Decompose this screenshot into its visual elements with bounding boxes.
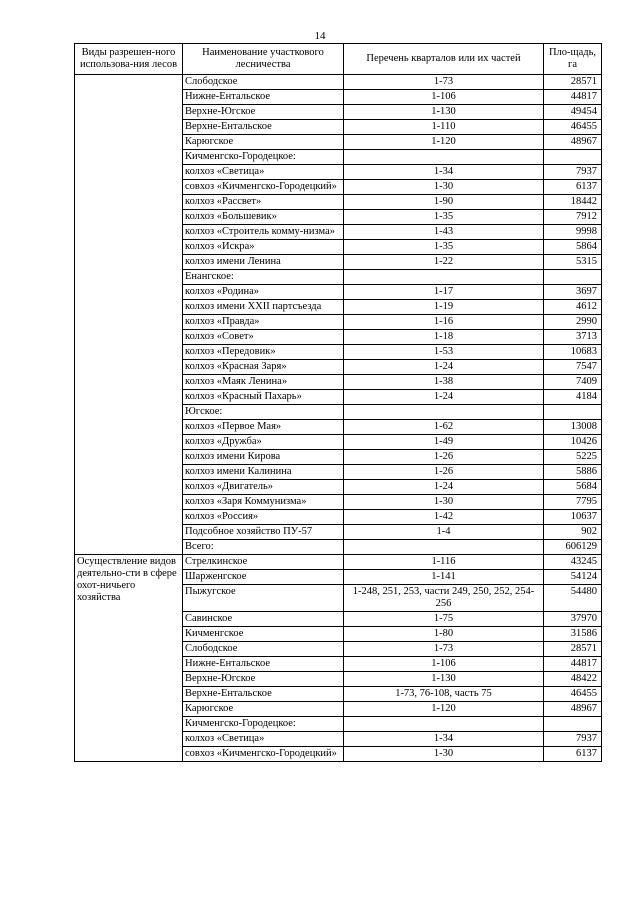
header-row [75, 44, 602, 75]
area-cell: 10683 [544, 345, 602, 360]
quarters-cell: 1-19 [344, 300, 544, 315]
area-cell: 5886 [544, 465, 602, 480]
area-cell: 902 [544, 525, 602, 540]
forestry-name-cell: колхоз «Большевик» [183, 210, 344, 225]
quarters-cell: 1-106 [344, 90, 544, 105]
forestry-name-cell: колхоз «Строитель комму-низма» [183, 225, 344, 240]
area-cell: 48967 [544, 135, 602, 150]
quarters-cell: 1-43 [344, 225, 544, 240]
quarters-cell [344, 717, 544, 732]
quarters-cell: 1-42 [344, 510, 544, 525]
forestry-name-cell: колхоз имени Калинина [183, 465, 344, 480]
quarters-cell: 1-120 [344, 702, 544, 717]
use-type-cell: Осуществление видов деятельно-сти в сфере охот-ничьего хозяйства [75, 555, 183, 762]
quarters-cell: 1-130 [344, 672, 544, 687]
forestry-name-cell: колхоз «Искра» [183, 240, 344, 255]
quarters-cell: 1-24 [344, 390, 544, 405]
quarters-cell: 1-110 [344, 120, 544, 135]
forestry-name-cell: колхоз «Первое Мая» [183, 420, 344, 435]
forestry-name-cell: Кичменгско-Городецкое: [183, 150, 344, 165]
quarters-cell: 1-35 [344, 210, 544, 225]
quarters-cell: 1-18 [344, 330, 544, 345]
area-cell: 7912 [544, 210, 602, 225]
forestry-name-cell: Стрелкинское [183, 555, 344, 570]
forestry-name-cell: колхоз «Рассвет» [183, 195, 344, 210]
area-cell: 7547 [544, 360, 602, 375]
area-cell: 7795 [544, 495, 602, 510]
forestry-name-cell: Слободское [183, 642, 344, 657]
quarters-cell [344, 405, 544, 420]
forestry-name-cell: колхоз «Правда» [183, 315, 344, 330]
area-cell: 2990 [544, 315, 602, 330]
quarters-cell: 1-24 [344, 480, 544, 495]
quarters-cell: 1-26 [344, 465, 544, 480]
quarters-cell: 1-73 [344, 75, 544, 90]
quarters-cell: 1-116 [344, 555, 544, 570]
quarters-cell: 1-30 [344, 747, 544, 762]
quarters-cell: 1-34 [344, 165, 544, 180]
forestry-name-cell: Верхне-Югское [183, 672, 344, 687]
area-cell: 6137 [544, 747, 602, 762]
area-cell: 31586 [544, 627, 602, 642]
area-cell [544, 150, 602, 165]
area-cell: 10637 [544, 510, 602, 525]
quarters-cell: 1-90 [344, 195, 544, 210]
forestry-name-cell: колхоз «Заря Коммунизма» [183, 495, 344, 510]
area-cell: 7409 [544, 375, 602, 390]
forestry-name-cell: колхоз «Красная Заря» [183, 360, 344, 375]
quarters-cell: 1-53 [344, 345, 544, 360]
area-cell: 13008 [544, 420, 602, 435]
area-cell: 48967 [544, 702, 602, 717]
forestry-name-cell: колхоз имени Кирова [183, 450, 344, 465]
area-cell: 44817 [544, 90, 602, 105]
area-cell: 54480 [544, 585, 602, 612]
area-cell: 10426 [544, 435, 602, 450]
area-cell: 48422 [544, 672, 602, 687]
quarters-cell: 1-35 [344, 240, 544, 255]
forestry-name-cell: колхоз «Дружба» [183, 435, 344, 450]
area-cell: 18442 [544, 195, 602, 210]
area-cell: 9998 [544, 225, 602, 240]
area-cell: 5225 [544, 450, 602, 465]
table-body [75, 75, 602, 762]
forestry-name-cell: Савинское [183, 612, 344, 627]
area-cell: 3713 [544, 330, 602, 345]
header-forestry-name: Наименование участкового лесничества [183, 44, 344, 75]
table-row [75, 75, 602, 90]
forestry-name-cell: Шарженгское [183, 570, 344, 585]
area-cell: 606129 [544, 540, 602, 555]
area-cell: 6137 [544, 180, 602, 195]
quarters-cell: 1-16 [344, 315, 544, 330]
area-cell: 28571 [544, 642, 602, 657]
quarters-cell [344, 270, 544, 285]
header-area: Пло-щадь, га [544, 44, 602, 75]
quarters-cell: 1-34 [344, 732, 544, 747]
area-cell: 46455 [544, 120, 602, 135]
forestry-name-cell: Верхне-Ентальское [183, 687, 344, 702]
forestry-name-cell: колхоз «Светица» [183, 732, 344, 747]
header-use-type: Виды разрешен-ного использова-ния лесов [75, 44, 183, 75]
page-number: 14 [314, 30, 326, 42]
forestry-name-cell: Югское: [183, 405, 344, 420]
quarters-cell [344, 540, 544, 555]
forestry-name-cell: колхоз «Родина» [183, 285, 344, 300]
forestry-name-cell: Нижне-Ентальское [183, 90, 344, 105]
quarters-cell: 1-248, 251, 253, части 249, 250, 252, 254-256 [344, 585, 544, 612]
forestry-name-cell: совхоз «Кичменгско-Городецкий» [183, 180, 344, 195]
header-quarters: Перечень кварталов или их частей [344, 44, 544, 75]
quarters-cell: 1-75 [344, 612, 544, 627]
quarters-cell: 1-17 [344, 285, 544, 300]
area-cell: 28571 [544, 75, 602, 90]
forestry-name-cell: Карюгское [183, 135, 344, 150]
forestry-name-cell: Енангское: [183, 270, 344, 285]
forestry-name-cell: колхоз «Светица» [183, 165, 344, 180]
quarters-cell: 1-130 [344, 105, 544, 120]
area-cell: 4612 [544, 300, 602, 315]
area-cell: 37970 [544, 612, 602, 627]
area-cell [544, 270, 602, 285]
area-cell: 5684 [544, 480, 602, 495]
forestry-name-cell: Карюгское [183, 702, 344, 717]
quarters-cell: 1-73, 76-108, часть 75 [344, 687, 544, 702]
use-type-cell [75, 75, 183, 555]
forestry-name-cell: совхоз «Кичменгско-Городецкий» [183, 747, 344, 762]
quarters-cell: 1-73 [344, 642, 544, 657]
forest-areas-table [74, 43, 602, 762]
area-cell [544, 717, 602, 732]
area-cell: 4184 [544, 390, 602, 405]
forestry-name-cell: Кичменгско-Городецкое: [183, 717, 344, 732]
quarters-cell: 1-106 [344, 657, 544, 672]
area-cell: 44817 [544, 657, 602, 672]
forestry-name-cell: Верхне-Ентальское [183, 120, 344, 135]
forestry-name-cell: колхоз имени Ленина [183, 255, 344, 270]
quarters-cell: 1-4 [344, 525, 544, 540]
forestry-name-cell: Слободское [183, 75, 344, 90]
forestry-name-cell: Верхне-Югское [183, 105, 344, 120]
quarters-cell: 1-38 [344, 375, 544, 390]
forestry-name-cell: Нижне-Ентальское [183, 657, 344, 672]
forestry-name-cell: Пыжугское [183, 585, 344, 612]
area-cell: 3697 [544, 285, 602, 300]
quarters-cell: 1-26 [344, 450, 544, 465]
area-cell: 7937 [544, 732, 602, 747]
area-cell: 46455 [544, 687, 602, 702]
forestry-name-cell: колхоз «Передовик» [183, 345, 344, 360]
forestry-name-cell: Кичменгское [183, 627, 344, 642]
area-cell: 5864 [544, 240, 602, 255]
forestry-name-cell: колхоз «Совет» [183, 330, 344, 345]
forestry-name-cell: колхоз «Россия» [183, 510, 344, 525]
forestry-name-cell: Всего: [183, 540, 344, 555]
quarters-cell: 1-120 [344, 135, 544, 150]
forestry-name-cell: колхоз «Маяк Ленина» [183, 375, 344, 390]
area-cell: 49454 [544, 105, 602, 120]
area-cell [544, 405, 602, 420]
quarters-cell: 1-22 [344, 255, 544, 270]
quarters-cell: 1-49 [344, 435, 544, 450]
forestry-name-cell: колхоз имени XXII партсъезда [183, 300, 344, 315]
quarters-cell: 1-30 [344, 495, 544, 510]
area-cell: 5315 [544, 255, 602, 270]
quarters-cell: 1-30 [344, 180, 544, 195]
area-cell: 7937 [544, 165, 602, 180]
area-cell: 54124 [544, 570, 602, 585]
quarters-cell [344, 150, 544, 165]
quarters-cell: 1-80 [344, 627, 544, 642]
quarters-cell: 1-62 [344, 420, 544, 435]
quarters-cell: 1-24 [344, 360, 544, 375]
quarters-cell: 1-141 [344, 570, 544, 585]
forestry-name-cell: колхоз «Двигатель» [183, 480, 344, 495]
forestry-name-cell: колхоз «Красный Пахарь» [183, 390, 344, 405]
area-cell: 43245 [544, 555, 602, 570]
table-row [75, 555, 602, 570]
forestry-name-cell: Подсобное хозяйство ПУ-57 [183, 525, 344, 540]
